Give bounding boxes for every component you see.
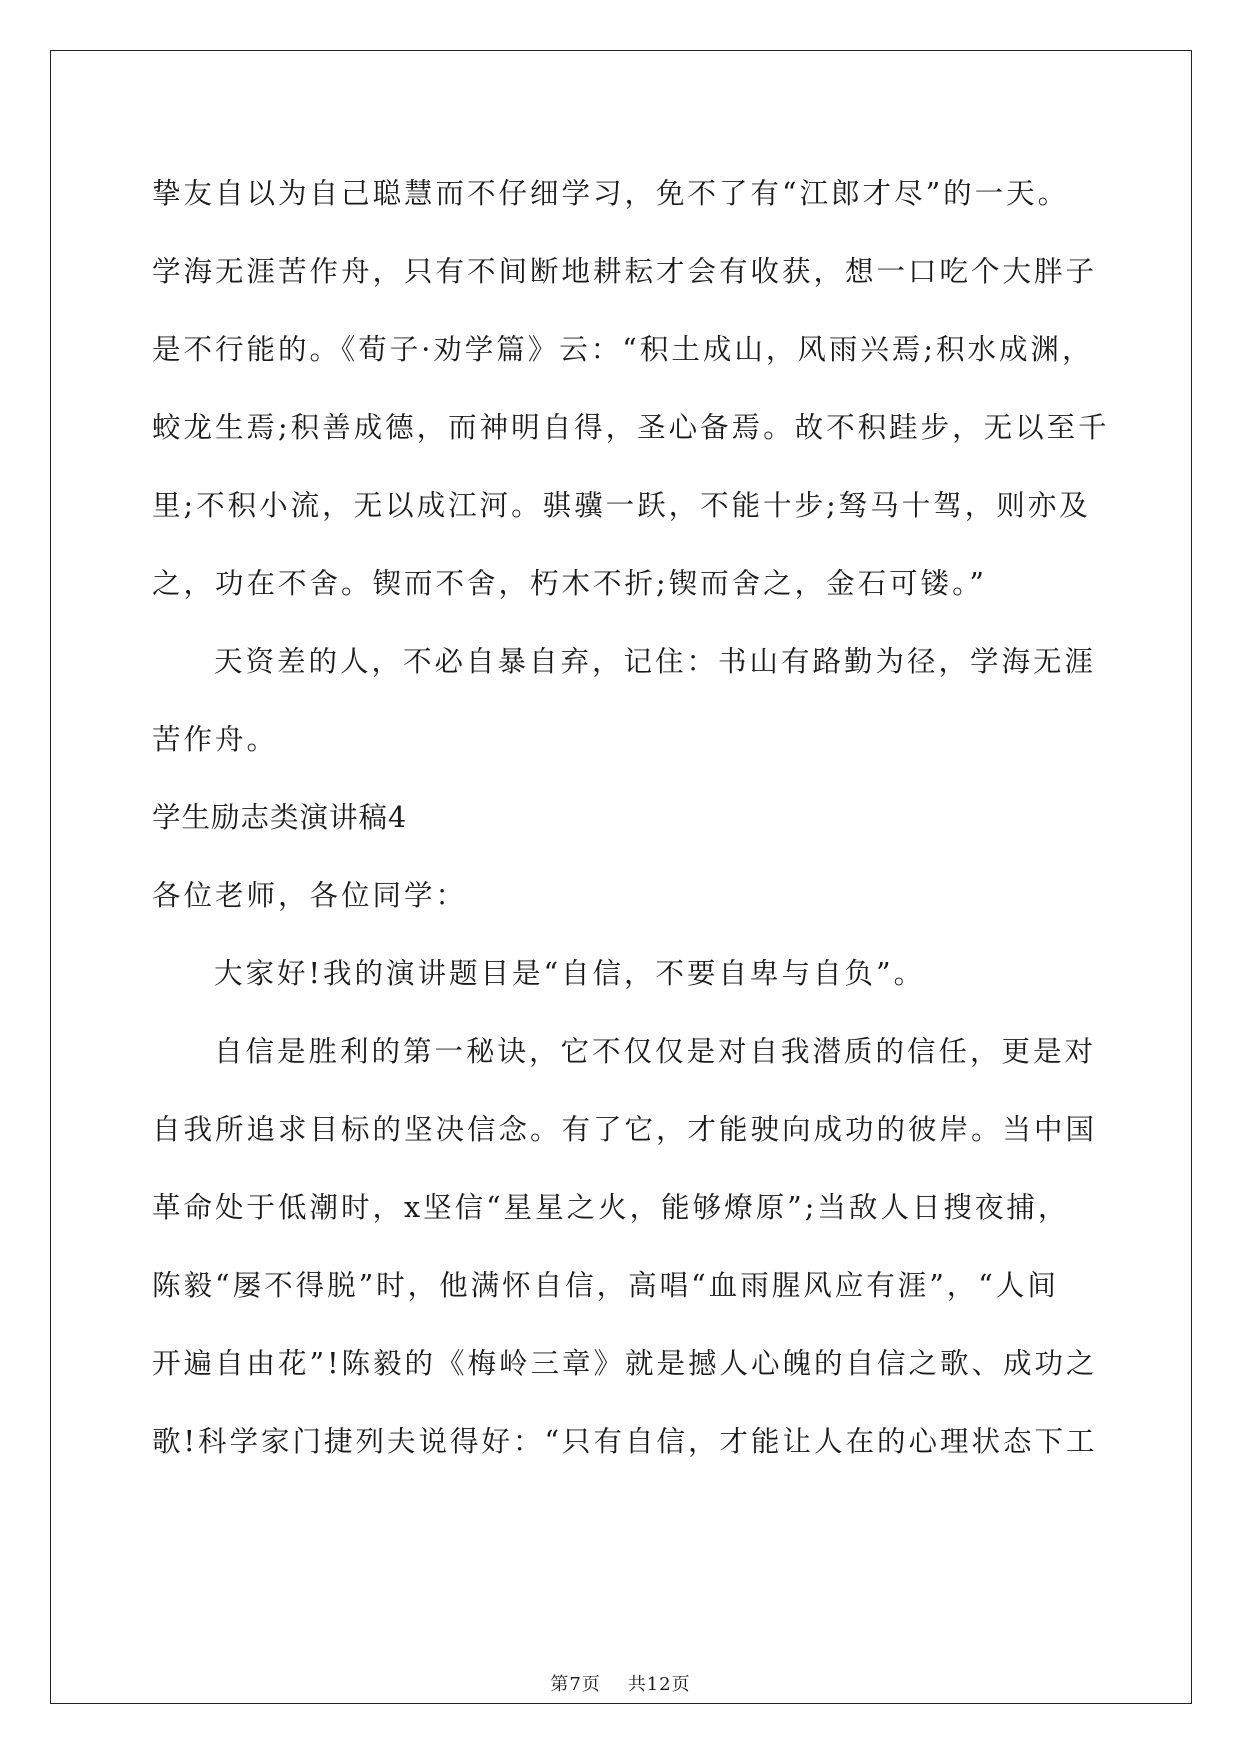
- text-line-8: 苦作舟。: [152, 723, 279, 756]
- text-line-7: 天资差的人，不必自暴自弃，记住：书山有路勤为径，学海无涯: [214, 645, 1097, 678]
- text-line-2: 学海无涯苦作舟，只有不间断地耕耘才会有收获，想一口吃个大胖子: [152, 255, 1098, 288]
- text-line-14: 革命处于低潮时，x坚信“星星之火，能够燎原”;当敌人日搜夜捕，: [152, 1191, 1070, 1224]
- text-line-4: 蛟龙生焉;积善成德，而神明自得，圣心备焉。故不积跬步，无以至千: [152, 411, 1110, 444]
- page-number-footer: 第7页 共12页: [550, 1674, 691, 1695]
- text-line-5: 里;不积小流，无以成江河。骐骥一跃，不能十步;驽马十驾，则亦及: [152, 489, 1091, 522]
- document-body: [152, 155, 1110, 1481]
- text-line-1: 挚友自以为自己聪慧而不仔细学习，免不了有“江郎才尽”的一天。: [152, 177, 1070, 210]
- section-heading: 学生励志类演讲稿4: [152, 801, 408, 834]
- text-line-15: 陈毅“屡不得脱”时，他满怀自信，高唱“血雨腥风应有涯”，“人间: [152, 1269, 1059, 1302]
- salutation: 各位老师，各位同学：: [152, 879, 468, 912]
- text-line-13: 自我所追求目标的坚决信念。有了它，才能驶向成功的彼岸。当中国: [152, 1113, 1098, 1146]
- text-line-12: 自信是胜利的第一秘诀，它不仅仅是对自我潜质的信任，更是对: [214, 1035, 1097, 1068]
- text-line-16: 开遍自由花”!陈毅的《梅岭三章》就是撼人心魄的自信之歌、成功之: [152, 1347, 1098, 1380]
- text-line-3: 是不行能的。《荀子·劝学篇》云：“积土成山，风雨兴焉;积水成渊，: [152, 333, 1094, 366]
- text-line-6: 之，功在不舍。锲而不舍，朽木不折;锲而舍之，金石可镂。”: [152, 567, 987, 600]
- text-line-11: 大家好!我的演讲题目是“自信，不要自卑与自负”。: [214, 957, 926, 990]
- text-line-17: 歌!科学家门捷列夫说得好：“只有自信，才能让人在的心理状态下工: [152, 1425, 1098, 1458]
